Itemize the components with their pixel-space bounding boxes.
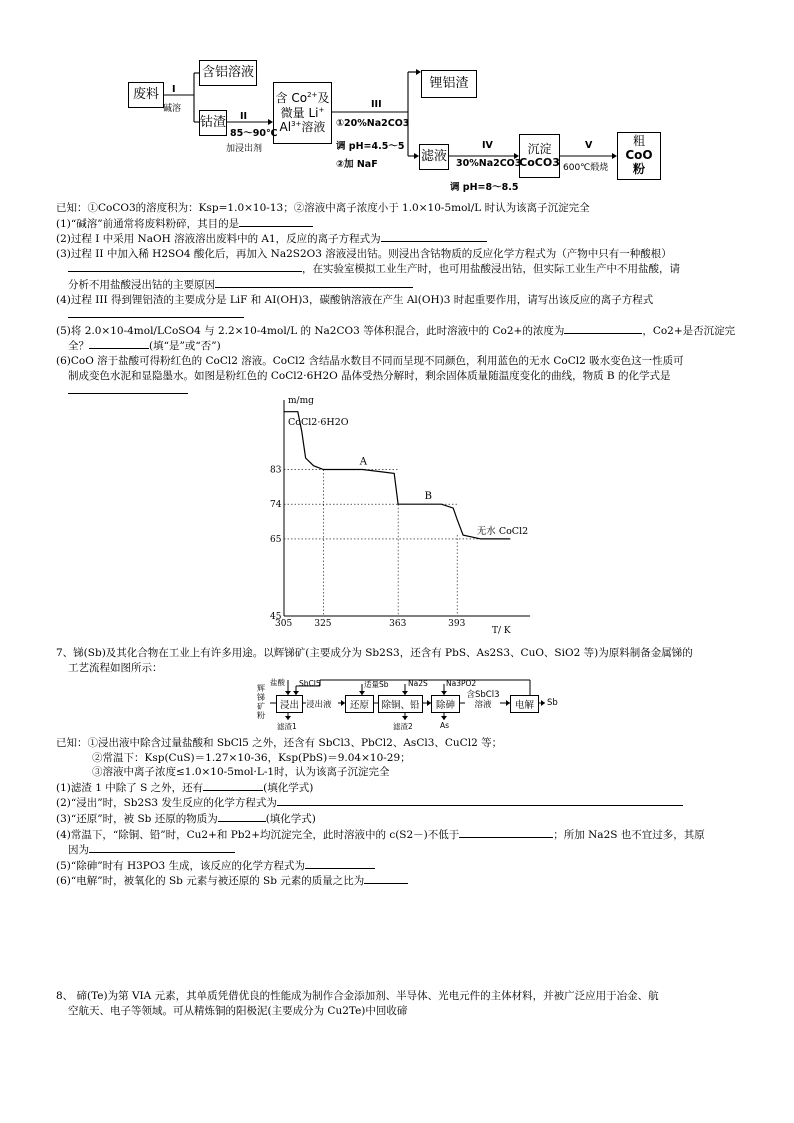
step-c2: 调 pH=4.5～5 [336,141,405,152]
q6-p4-blank[interactable] [68,307,244,318]
q6-p1: (1)“碱溶”前通常将废料粉碎，其目的是 [56,217,240,230]
q6-p6b: 制成变色水泥和显隐墨水。如图是粉红色的 CoCl2·6H2O 晶体受热分解时，剩余固体质量随温度变化的曲线，物质 B 的化学式是 [68,369,671,382]
chart-ticks [270,466,466,629]
x-tick-393: 393 [448,619,466,629]
step-c4: 30%Na2CO3 [456,158,522,169]
step-leach: 加浸出剂 [226,144,263,154]
step-IV: IV [482,140,493,151]
q6-known: 已知：①CoCO3的溶度积为：Ksp=1.0×10-13；②溶液中离子浓度小于 1.0×10-5mol/L 时认为该离子沉淀完全 [56,202,590,214]
q7-p3b: (填化学式) [265,812,316,825]
q7-p4-line [56,827,746,843]
flow1-connectors [0,0,794,200]
q7-p6: (6)“电解”时，被氧化的 Sb 元素与被还原的 Sb 元素的质量之比为 [56,875,365,888]
q6-p3-blank2[interactable] [215,277,413,288]
f2-reduce-box [345,695,374,713]
f2-residue2: 滤渣2 [393,722,413,731]
q7-p4-blank2[interactable] [89,842,235,853]
x-tick-363: 363 [389,619,407,629]
y-tick-74: 74 [270,500,282,511]
f2-as: As [440,721,450,730]
q7-block [56,736,746,889]
q7-intro [56,646,746,675]
co-solution-sup2: + [318,105,325,114]
q6-p1-line [56,216,746,232]
q6-p4a: (4)过程 III 得到锂铝渣的主要成分是 LiF 和 AI(OH)3，碳酸钠溶液在产生 Al(OH)3 时起重要作用，请写出该反应的离子方程式 [56,293,654,306]
q7-known2: ②常温下：Ksp(CuS)＝1.27×10-36，Ksp(PbS)＝9.04×10-29； [92,751,411,764]
step-calc: 600℃煅烧 [563,163,609,173]
q7-p4b: ；所加 Na2S 也不宜过多，其原 [553,828,705,841]
waste-box [128,82,164,108]
q7-p4c: 因为 [68,844,89,857]
precip-t1: 沉淀 [527,141,552,156]
li-al-slag-box [421,70,477,98]
co-solution-line2 [281,106,325,121]
x-tick-325: 325 [314,619,332,629]
co-solution-sup3: 3+ [291,120,302,129]
waste-text: 废料 [132,86,159,102]
step-V: V [585,140,593,151]
q7-p6-line [56,873,746,889]
precip-box [519,134,560,178]
step-c3: ②加 NaF [336,159,378,170]
q6-p5-blank2[interactable] [89,338,149,349]
step-alkali: 碱溶 [163,104,182,114]
q6-p2-line [56,231,746,247]
f2-sb: Sb [547,698,558,708]
co-solution-t4: Al [279,120,292,135]
f2-residue1: 滤渣1 [277,722,297,731]
point-a-label: A [359,456,367,468]
co-solution-t1: 含 Co [275,90,308,105]
q6-p5a-line [56,323,746,339]
f2-sbcl3: 含SbCl3溶液 [466,690,500,710]
q6-p3c: 分析不用盐酸浸出钴的主要原因 [68,278,215,291]
q6-block [56,201,746,399]
q7-intro1: 7、锑(Sb)及其化合物在工业上有许多用途。以辉锑矿(主要成分为 Sb2S3，还含有 PbS、As2S3、CuO、SiO2 等)为原料制备金属锑的 [56,647,693,659]
q7-p1b: (填化学式) [263,781,314,794]
crude-t2: CoO 粉 [625,148,653,176]
x-tick-305: 305 [275,619,293,629]
f2-leachate: 浸出液 [306,700,332,710]
q6-p6-blank[interactable] [68,383,188,394]
q7-p6-blank[interactable] [364,873,408,884]
q7-p3: (3)“还原”时，被 Sb 还原的物质为 [56,812,218,825]
precip-t2: CoCO3 [519,155,560,169]
crude-t1: 粗 [632,134,645,149]
f2-electro-box [510,695,539,713]
filtrate-text: 滤液 [420,148,447,164]
y-tick-45: 45 [270,612,282,622]
crude-coo-box [617,132,661,180]
cobalt-slag-box [199,110,227,136]
q7-p4c-line [56,842,746,858]
li-al-slag-text: 锂铝渣 [429,75,469,91]
q7-p5-blank[interactable] [305,858,375,869]
q6-p5-blank1[interactable] [564,323,642,334]
co-solution-line3 [280,120,326,135]
f2-ore: 辉锑矿粉 [257,684,265,720]
x-axis-label: T/ K [492,626,511,636]
q7-p2-line [56,795,746,811]
co-solution-t2: 及 [317,90,330,105]
q7-known3: ③溶液中离子浓度≤1.0×10-5mol·L-1时，认为该离子沉淀完全 [92,766,390,779]
chart-guides [284,470,481,616]
q6-p3b: ，在实验室模拟工业生产时，也可用盐酸浸出钴，但实际工业生产中不用盐酸，请 [302,263,680,276]
q6-p6a: (6)CoO 溶于盐酸可得粉红色的 CoCl2 溶液。CoCl2 含结晶水数目不同而呈现不同颜色，利用蓝色的无水 CoCl2 吸水变色这一性质可 [56,354,684,367]
q7-p4-blank1[interactable] [459,827,553,838]
q6-p5d: (填“是”或“否”) [149,340,221,353]
q7-p1-blank[interactable] [203,780,263,791]
q6-p5c-line [56,338,746,354]
q7-known1: 已知：①浸出液中除含过量盐酸和 SbCl5 之外，还含有 SbCl3、PbCl2、AsCl3、CuCl2 等； [56,737,503,749]
q6-p3a: (3)过程 II 中加入稀 H2SO4 酸化后，再加入 Na2S2O3 溶液浸出钴。则浸出含钴物质的反应化学方程式为（产物中只有一种酸根） [56,247,672,260]
q7-p5: (5)“除砷”时有 H3PO3 生成，该反应的化学方程式为 [56,859,305,872]
f2-remove-cu: 除铜、铅 [381,700,420,711]
f2-remove-cu-box [378,695,423,713]
mass-curve [284,412,510,539]
al-solution-text: 含铝溶液 [201,64,254,80]
filtrate-box [419,144,449,170]
q8-block [56,989,746,1018]
step-c5: 调 pH=8～8.5 [450,182,519,193]
q6-p3c-line [56,277,746,293]
q7-p5-line [56,858,746,874]
q8-l2: 空航天、电子等领域。可从精炼铜的阳极泥(主要成分为 Cu2Te)中回收碲 [68,1004,408,1017]
q6-p3b-line [56,261,746,277]
al-solution-box [199,60,257,86]
f2-sbcl5: SbCl5 [299,679,321,688]
point-b-label: B [424,491,433,503]
q6-p2: (2)过程 I 中采用 NaOH 溶液溶出废料中的 A1，反应的离子方程式为 [56,233,381,246]
y-axis-label: m/mg [288,396,314,406]
q6-p3-blank1[interactable] [68,261,302,272]
q6-p2-blank[interactable] [381,231,487,242]
q7-p2: (2)“浸出”时，Sb2S3 发生反应的化学方程式为 [56,797,277,810]
f2-leach-box [276,695,303,713]
f2-nah2po2: Na3PO2 [446,679,477,688]
q6-p4b-line [56,307,746,323]
step-temp: 85～90℃ [230,128,278,139]
q6-p5b: ，Co2+是否沉淀完 [642,324,736,337]
q8-l1: 8、 碲(Te)为第 VIA 元素，其单质凭借优良的性能成为制作合金添加剂、半导体、光电元件的主体材料，并被广泛应用于冶金、航 [56,990,659,1002]
f2-electro: 电解 [514,700,534,711]
q7-p3-blank[interactable] [218,811,266,822]
q6-p1-blank[interactable] [239,216,313,227]
y-tick-83: 83 [270,465,282,476]
f2-reduce: 还原 [349,700,369,711]
q6-p5a: (5)将 2.0×10-4mol/LCoSO4 与 2.2×10-4mol/L 的 Na2CO3 等体积混合，此时溶液中的 Co2+的浓度为 [56,324,565,337]
step-II: II [240,111,248,122]
co-solution-line1 [276,91,330,106]
q7-p4a: (4)常温下，“除铜、铅”时，Cu2+和 Pb2+均沉淀完全，此时溶液中的 c(S2－)不低于 [56,828,460,841]
q7-intro2: 工艺流程如图所示： [68,661,163,674]
q7-p1-line [56,780,746,796]
f2-na2s: Na2S [408,679,428,688]
q7-p2-blank[interactable] [277,795,683,806]
start-label: CoCl2·6H2O [288,417,349,428]
cobalt-slag-text: 钴渣 [200,114,227,130]
f2-hcl: 盐酸 [270,678,285,687]
f2-excess-sb: 适量Sb [364,680,389,689]
co-solution-t3: 微量 Li [280,105,319,120]
co-solution-box [273,82,332,144]
step-III: III [371,99,382,110]
q7-p1: (1)滤渣 1 中除了 S 之外，还有 [56,781,204,794]
end-label: 无水 CoCl2 [476,525,529,537]
co-solution-sup1: 2+ [307,90,318,99]
tg-chart [250,392,550,642]
step-I: I [172,84,176,95]
f2-leach: 浸出 [279,700,299,711]
q7-p3-line [56,811,746,827]
q6-p5c: 全？ [68,340,89,353]
f2-remove-as-box [431,695,460,713]
co-solution-t5: 溶液 [301,120,326,135]
step-c1: ①20%Na2CO3 [336,118,410,129]
y-tick-65: 65 [270,534,282,545]
f2-remove-as: 除砷 [435,700,455,711]
